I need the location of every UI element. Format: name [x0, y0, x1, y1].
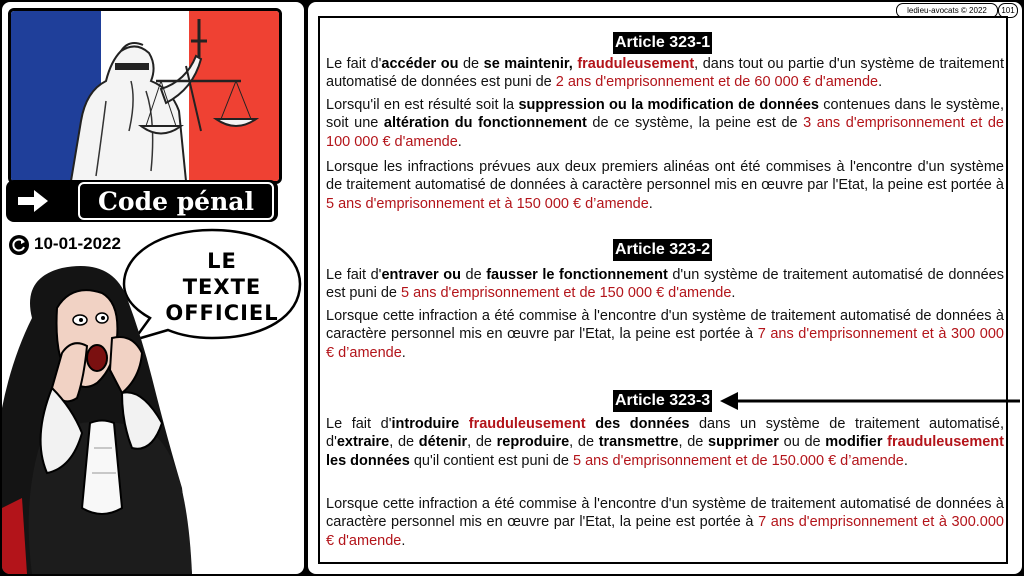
bold-term: accéder ou: [381, 56, 459, 72]
lawyer-shouting-illustration: [2, 258, 302, 574]
bubble-line-1: LE: [207, 249, 237, 273]
article-323-1-para-2: Lorsqu'il en est résulté soit la suppression ou la modification de données contenues dans le système, soit une altération du fonctionnement de ce système, la peine est de 3 ans d'emprisonnement et de 100 000 € d'amende.: [326, 97, 1004, 150]
penalty-text: 7 ans d'emprisonnement et à 300.000 € d'amende: [326, 514, 1004, 549]
bold-term: supprimer: [708, 434, 779, 451]
refresh-icon: [8, 234, 30, 256]
revision-date: 10-01-2022: [34, 234, 121, 253]
bold-term: transmettre: [598, 434, 679, 451]
penalty-text: 5 ans d'emprisonnement et de 150.000 € d’amende: [573, 452, 904, 469]
penalty-text: 3 ans d'emprisonnement et de 100 000 € d'amende: [326, 115, 1004, 150]
bold-term: suppression ou la modification de données: [518, 97, 819, 113]
bold-term: modifier: [825, 434, 883, 451]
article-323-3-para-2: Lorsque cette infraction a été commise à l'encontre d'un système de traitement automatisé de données à caractère personnel mis en œuvre par l'Etat, la peine est portée à 7 ans d'emprisonnement et à 300.000 € d'amende.: [326, 496, 1004, 549]
right-panel: [308, 2, 1022, 574]
bold-term: introduire: [391, 416, 460, 432]
penalty-text: 7 ans d'emprisonnement et à 300 000 € d’amende: [326, 326, 1004, 361]
penalty-text: 5 ans d'emprisonnement et de 150 000 € d'amende: [400, 285, 732, 302]
justice-flag-illustration: [8, 8, 282, 184]
article-323-1-para-3: Lorsque les infractions prévues aux deux premiers alinéas ont été commises à l'encontre d'un système de traitement automatisé de données à caractère personnel mis en œuvre par l'Etat, la peine est portée à 5 ans d'emprisonnement et à 150 000 € d’amende.: [326, 159, 1004, 212]
penalty-text: frauduleusement: [887, 434, 1004, 451]
article-323-1-label: Article 323-1: [613, 32, 712, 54]
bubble-line-3: OFFICIEL: [165, 301, 279, 325]
brand-label: ledieu-avocats © 2022: [896, 3, 998, 18]
bold-term: fausser le fonctionnement: [486, 267, 668, 283]
bold-term: des données: [595, 416, 690, 432]
bold-term: altération du fonctionnement: [383, 115, 587, 132]
article-323-3-para-1: Le fait d'introduire frauduleusement des données dans un système de traitement automatisé, d'extraire, de détenir, de reproduire, de transmettre, de supprimer ou de modifier frauduleusement les données qu'il contient est puni de 5 ans d'emprisonnement et de 150.000 € d’amende.: [326, 416, 1005, 469]
article-323-2-label: Article 323-2: [613, 239, 712, 261]
penalty-text: 5 ans d'emprisonnement et à 150 000 € d’amende: [326, 195, 649, 212]
article-323-2-para-1: Le fait d'entraver ou de fausser le fonctionnement d'un système de traitement automatisé de données est puni de 5 ans d'emprisonnement et de 150 000 € d'amende.: [326, 267, 1004, 302]
bubble-line-2: TEXTE: [182, 275, 262, 299]
article-323-3-label: Article 323-3: [613, 390, 712, 412]
article-323-2-para-2: Lorsque cette infraction a été commise à l'encontre d'un système de traitement automatisé de données à caractère personnel mis en œuvre par l'Etat, la peine est portée à 7 ans d'emprisonnement et à 300 000 € d’amende.: [326, 308, 1004, 361]
penalty-text: frauduleusement: [468, 416, 586, 432]
article-323-1-para-1: Le fait d'accéder ou de se maintenir, frauduleusement, dans tout ou partie d'un système de traitement automatisé de données est puni de 2 ans d'emprisonnement et de 60 000 € d'amende.: [326, 56, 1004, 91]
arrow-right-icon: [16, 188, 50, 214]
page-number: 101: [998, 3, 1018, 18]
bold-term: détenir: [418, 434, 468, 451]
bold-term: reproduire: [496, 434, 570, 451]
bold-term: les données: [326, 452, 410, 469]
code-penal-banner: [6, 180, 278, 222]
bold-term: se maintenir,: [483, 56, 573, 72]
pointer-arrow-icon: [720, 390, 1020, 412]
lady-justice-icon: [11, 11, 279, 181]
penalty-text: 2 ans d'emprisonnement et de 60 000 € d'amende: [555, 74, 879, 91]
bold-term: entraver ou: [381, 267, 461, 283]
code-title: Code pénal: [78, 182, 274, 220]
bold-term: extraire: [336, 434, 390, 451]
left-panel: [2, 2, 304, 574]
penalty-text: frauduleusement: [572, 56, 695, 72]
